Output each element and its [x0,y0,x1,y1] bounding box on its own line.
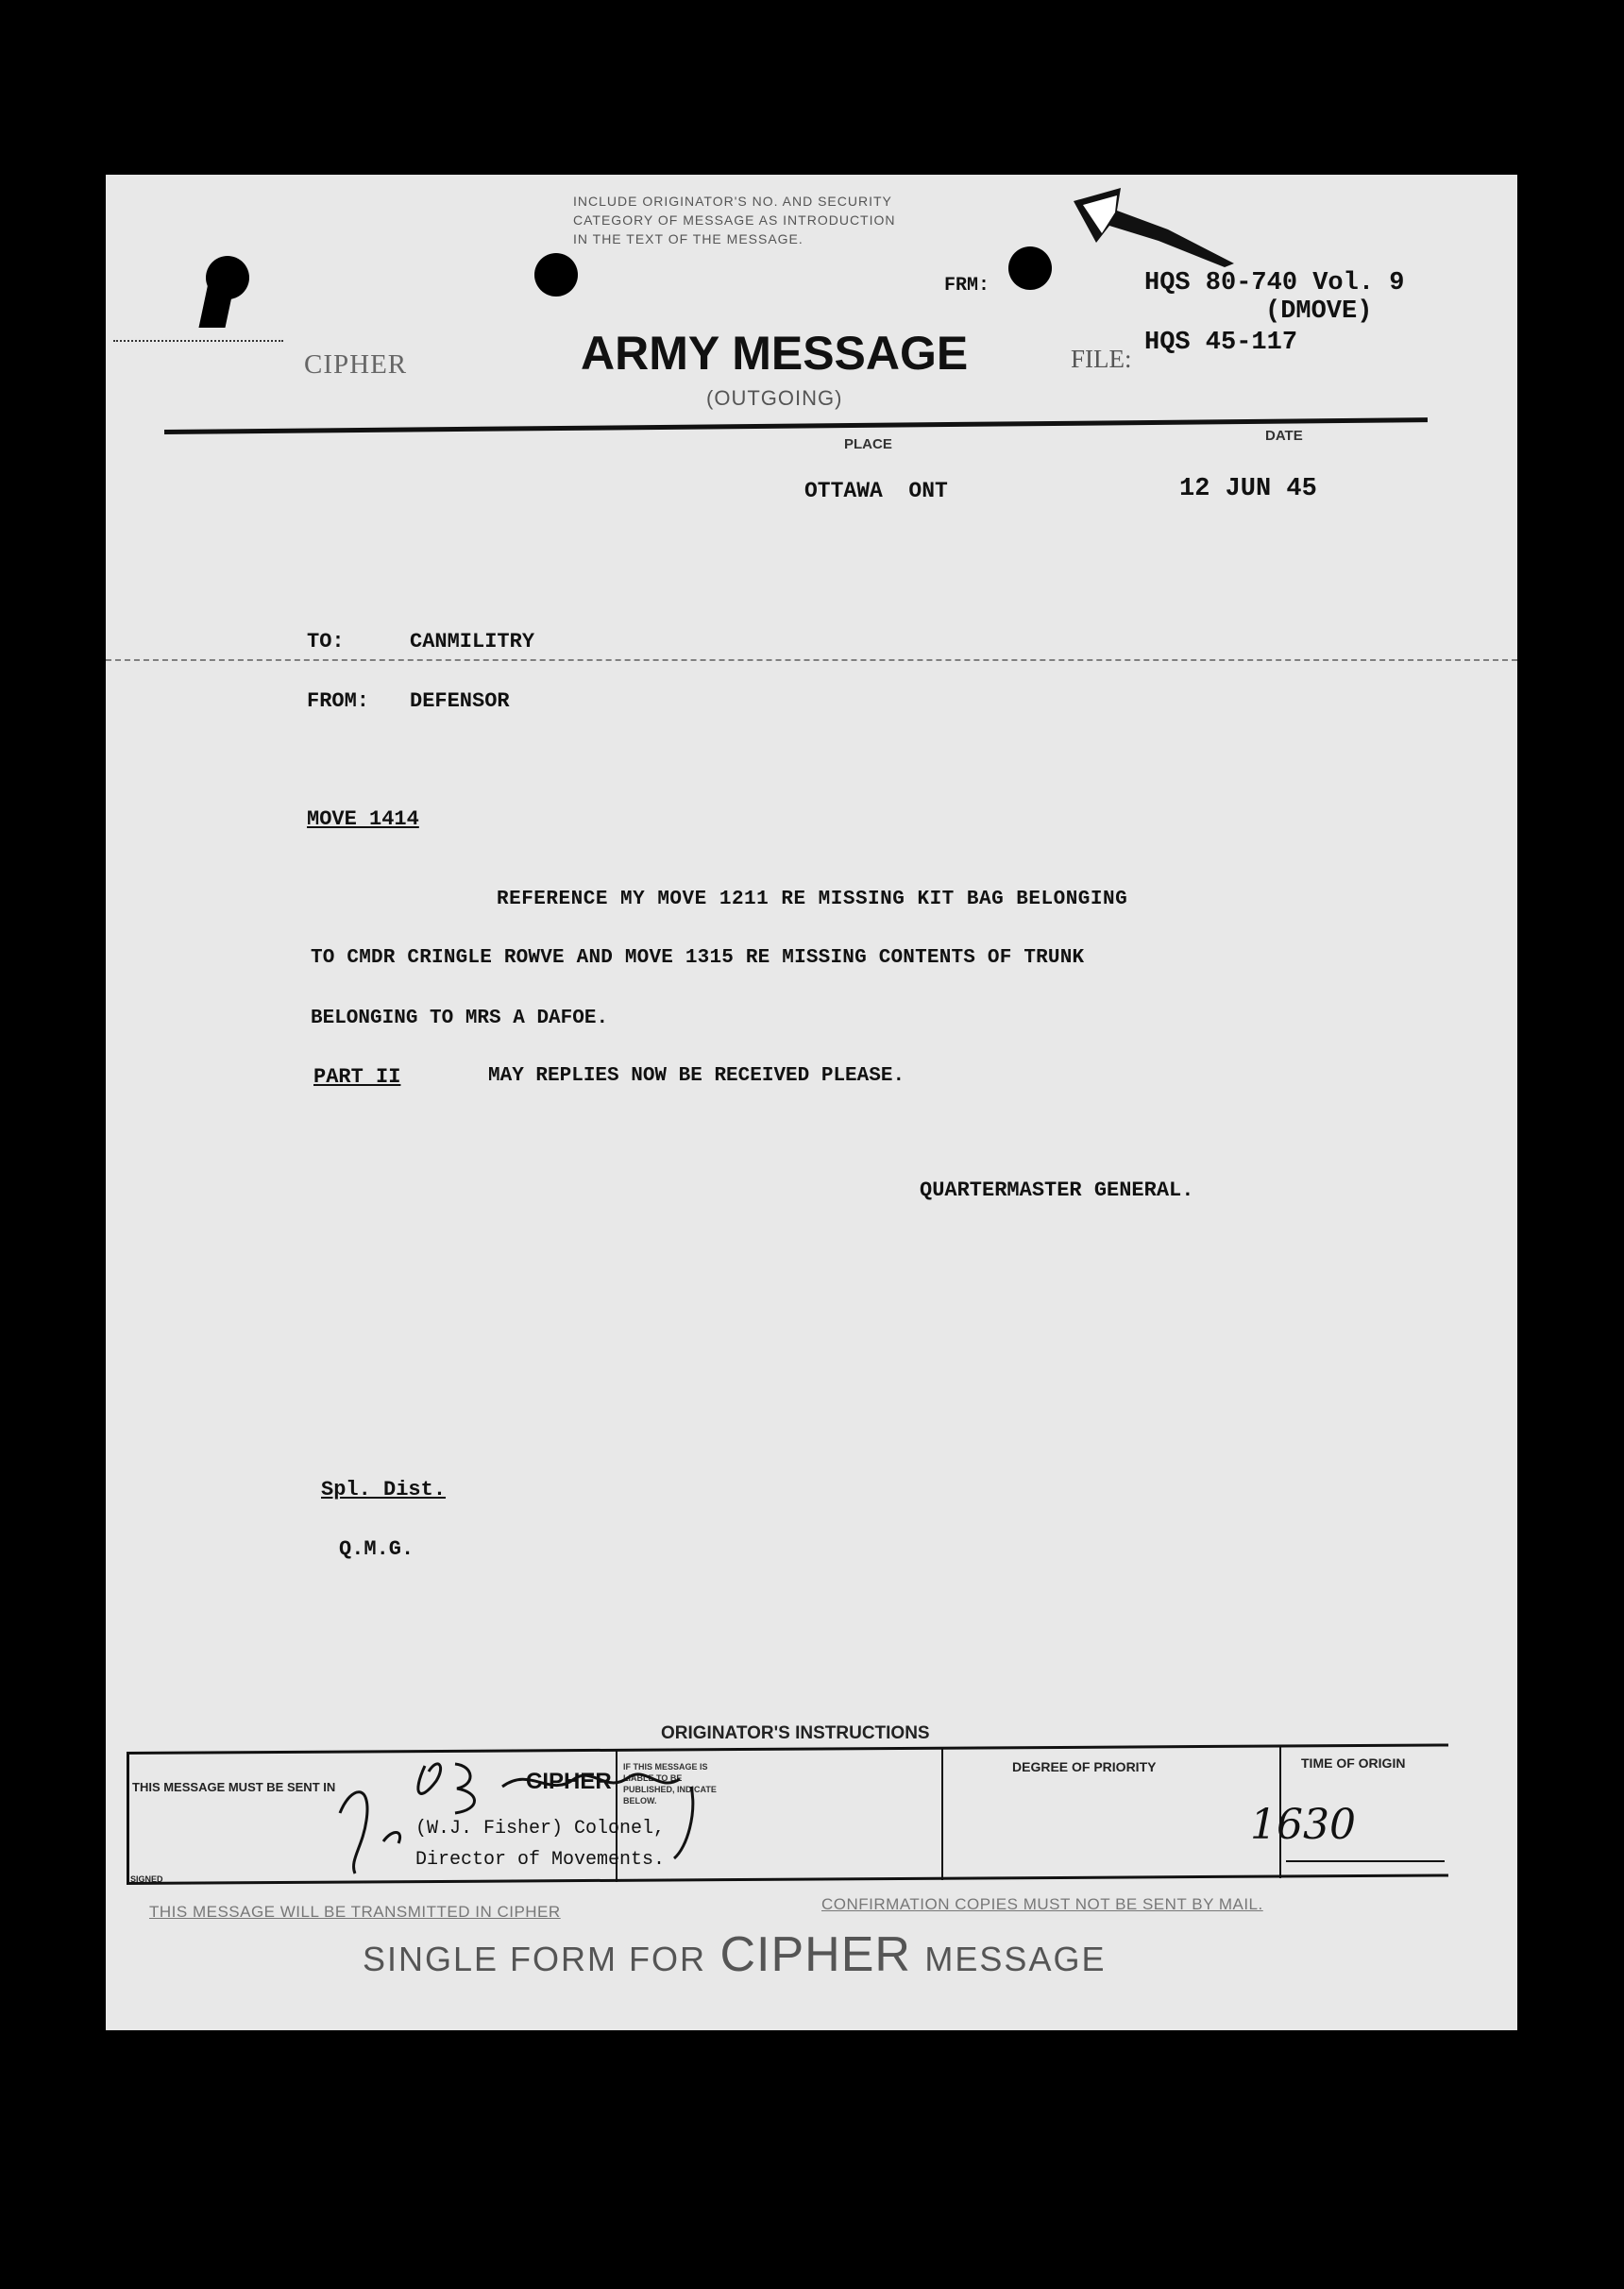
priority-label: DEGREE OF PRIORITY [1012,1759,1157,1774]
from-value: DEFENSOR [410,689,510,713]
frm-label: FRM: [944,275,990,297]
form-subtitle: (OUTGOING) [706,386,843,410]
origin-underline [1286,1860,1445,1862]
arrow-icon [1064,184,1253,269]
header-rule [164,417,1428,434]
cipher-label: CIPHER [304,349,408,380]
body-line-3: BELONGING TO MRS A DAFOE. [311,1008,609,1029]
form-title: ARMY MESSAGE [581,327,969,380]
punch-hole [534,253,578,297]
from-label: FROM: [307,689,370,713]
message-form [106,175,1517,2030]
include-note: INCLUDE ORIGINATOR'S NO. AND SECURITY CATEGORY OF MESSAGE AS INTRODUCTION IN THE TEXT OF THE MESSAGE. [573,194,896,246]
date-value: 12 JUN 45 [1179,475,1317,503]
confirmation-note: CONFIRMATION COPIES MUST NOT BE SENT BY MAIL. [821,1895,1263,1913]
must-be-sent-label: THIS MESSAGE MUST BE SENT IN [132,1780,336,1794]
file-reference-branch: (DMOVE) [1265,297,1373,326]
distribution-value: Q.M.G. [339,1537,414,1561]
instructions-title: ORIGINATOR'S INSTRUCTIONS [661,1723,930,1743]
fold-line [106,659,1517,663]
body-line-1: REFERENCE MY MOVE 1211 RE MISSING KIT BAG BELONGING [497,889,1128,910]
form-number-mark [113,340,283,348]
form-footer-message: MESSAGE [924,1940,1107,1978]
transmit-note: THIS MESSAGE WILL BE TRANSMITTED IN CIPHER [149,1903,561,1921]
to-label: TO: [307,630,345,653]
instructions-left-rule [127,1752,129,1884]
liable-note: IF THIS MESSAGE IS LIABLE TO BE PUBLISHED, INDICATE BELOW. [623,1762,717,1806]
file-reference-primary: HQS 80-740 Vol. 9 [1144,269,1405,297]
signoff: QUARTERMASTER GENERAL. [920,1178,1194,1202]
signer-name: (W.J. Fisher) Colonel, [415,1818,666,1840]
origin-label: TIME OF ORIGIN [1301,1755,1406,1771]
form-footer [363,1926,1106,1983]
divider-priority [941,1748,943,1880]
origin-time-value: 1630 [1250,1801,1356,1849]
body-line-2: TO CMDR CRINGLE ROWVE AND MOVE 1315 RE MISSING CONTENTS OF TRUNK [311,947,1085,969]
place-label: PLACE [844,436,892,452]
move-reference: MOVE 1414 [307,807,419,831]
method-value: CIPHER [526,1769,612,1794]
handwritten-signature [313,1738,748,1889]
distribution-label: Spl. Dist. [321,1478,447,1501]
signer-title: Director of Movements. [415,1849,666,1871]
punch-hole [1008,246,1052,290]
form-footer-cipher: CIPHER [719,1927,911,1982]
place-value: OTTAWA ONT [804,479,948,503]
to-value: CANMILITRY [410,630,535,653]
signed-label: SIGNED [130,1874,163,1884]
part-text: MAY REPLIES NOW BE RECEIVED PLEASE. [488,1065,905,1087]
part-label: PART II [313,1065,401,1089]
clip-mark [198,279,235,328]
file-value: HQS 45-117 [1144,329,1298,357]
date-label: DATE [1265,428,1303,444]
form-footer-single: SINGLE FORM FOR [363,1940,707,1978]
file-label: FILE: [1071,345,1132,373]
